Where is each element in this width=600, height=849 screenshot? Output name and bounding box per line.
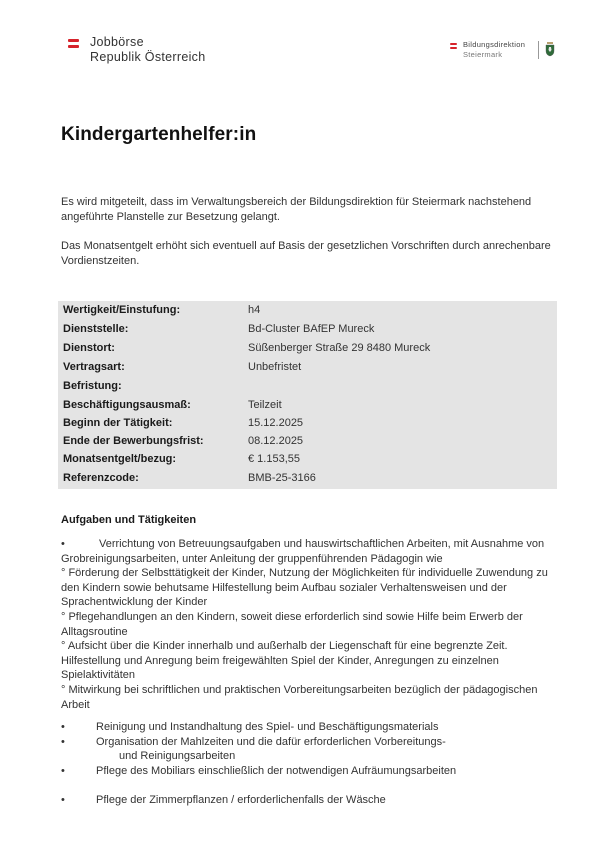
- styria-coat-of-arms-icon: [545, 41, 555, 57]
- task-list-item-text: Organisation der Mahlzeiten und die dafür erforderlichen Vorbereitungs-: [96, 735, 446, 748]
- logo-divider: [538, 41, 539, 59]
- logo-right-line-1: Bildungsdirektion: [463, 40, 526, 49]
- detail-row: [58, 320, 557, 338]
- task-list-item-text: Pflege der Zimmerpflanzen / erforderlichenfalls der Wäsche: [96, 793, 386, 806]
- detail-row: [58, 396, 557, 414]
- austria-flag-icon: [68, 39, 79, 42]
- detail-row: [58, 358, 557, 376]
- intro-paragraph: Das Monatsentgelt erhöht sich eventuell auf Basis der gesetzlichen Vorschriften durch anrechenbare Vordienstzeiten.: [61, 240, 551, 267]
- task-list-item-continuation: und Reinigungsarbeiten: [119, 750, 236, 763]
- bildungsdirektion-logo-text: [463, 40, 525, 60]
- tasks-lead: [61, 537, 556, 566]
- austria-flag-icon: [450, 43, 457, 45]
- detail-value: 08.12.2025: [248, 435, 304, 447]
- detail-label: Vertragsart:: [63, 361, 125, 373]
- bullet-icon: •: [61, 793, 65, 806]
- task-list-item-text: Reinigung und Instandhaltung des Spiel- und Beschäftigungsmaterials: [96, 721, 439, 733]
- bullet-icon: •: [61, 721, 65, 733]
- detail-row: [58, 301, 557, 319]
- task-list-item: [61, 764, 556, 779]
- job-details-table: [58, 301, 557, 489]
- detail-row: [58, 450, 557, 468]
- task-sub-item: ° Aufsicht über die Kinder innerhalb und außerhalb der Liegenschaft für eine begrenzte Zeit. Hilfestellung und Anregung beim freigewählten Spiel der Kinder, Anregungen zu einzelnen Spielaktivitäten: [61, 640, 508, 682]
- task-list-item: [61, 735, 556, 764]
- detail-value: € 1.153,55: [248, 453, 300, 465]
- detail-label: Referenzcode:: [63, 472, 139, 484]
- task-sub-item: ° Förderung der Selbsttätigkeit der Kinder, Nutzung der Möglichkeiten für individuelle Zuwendung zu den Kindern sowie behutsame Hilfestellung beim Aufbau sozialer Verhaltensweisen und der Sprachentwicklung der Kinder: [61, 567, 548, 609]
- detail-value: Unbefristet: [248, 361, 302, 373]
- detail-label: Dienststelle:: [63, 323, 129, 335]
- logo-right-line-2: Steiermark: [463, 50, 503, 59]
- intro-text: [61, 195, 561, 283]
- task-sub-item: ° Mitwirkung bei schriftlichen und praktischen Vorbereitungsarbeiten bezüglich der pädagogischen Arbeit: [61, 683, 538, 711]
- detail-value: 15.12.2025: [248, 417, 304, 429]
- detail-row: [58, 432, 557, 450]
- bullet-icon: •: [61, 735, 65, 748]
- austria-flag-icon-stripe: [68, 45, 79, 48]
- detail-value: Bd-Cluster BAfEP Mureck: [248, 323, 375, 335]
- tasks-heading: Aufgaben und Tätigkeiten: [61, 514, 197, 526]
- detail-row: [58, 469, 557, 487]
- austria-flag-icon-stripe: [450, 47, 457, 49]
- detail-value: Teilzeit: [248, 399, 282, 411]
- jobboerse-logo-text: [90, 35, 205, 65]
- bullet-icon: •: [61, 764, 65, 777]
- list-spacer: [61, 778, 556, 793]
- detail-row: [58, 339, 557, 357]
- task-sub-item: ° Pflegehandlungen an den Kindern, soweit diese erforderlich sind sowie Hilfe beim Erwerb der Alltagsroutine: [61, 610, 523, 638]
- detail-label: Dienstort:: [63, 342, 115, 354]
- detail-value: Süßenberger Straße 29 8480 Mureck: [248, 342, 431, 354]
- task-list-item-text: Pflege des Mobiliars einschließlich der notwendigen Aufräumungsarbeiten: [96, 764, 457, 777]
- intro-paragraph: Es wird mitgeteilt, dass im Verwaltungsbereich der Bildungsdirektion für Steiermark nachstehend angeführte Planstelle zur Besetzung gelangt.: [61, 196, 532, 223]
- tasks-description: [61, 537, 556, 712]
- task-list-item: [61, 720, 556, 735]
- detail-label: Beschäftigungsausmaß:: [63, 399, 191, 411]
- detail-value: BMB-25-3166: [248, 472, 316, 484]
- detail-row: [58, 377, 557, 395]
- logo-line-2: Republik Österreich: [90, 50, 206, 64]
- detail-label: Befristung:: [63, 380, 122, 392]
- detail-label: Beginn der Tätigkeit:: [63, 417, 173, 429]
- detail-label: Ende der Bewerbungsfrist:: [63, 435, 204, 447]
- bullet-icon: •: [61, 538, 65, 550]
- detail-value: h4: [248, 304, 261, 316]
- detail-row: [58, 414, 557, 432]
- tasks-list: [61, 720, 556, 808]
- page-title: Kindergartenhelfer:in: [61, 124, 257, 145]
- task-list-item: [61, 793, 556, 808]
- detail-label: Monatsentgelt/bezug:: [63, 453, 177, 465]
- logo-line-1: Jobbörse: [90, 35, 144, 49]
- tasks-lead-text: Verrichtung von Betreuungsaufgaben und hauswirtschaftlichen Arbeiten, mit Ausnahme von Grobreinigungsarbeiten, unter Anleitung der gruppenführenden Pädagogin wie: [61, 538, 545, 565]
- detail-label: Wertigkeit/Einstufung:: [63, 304, 181, 316]
